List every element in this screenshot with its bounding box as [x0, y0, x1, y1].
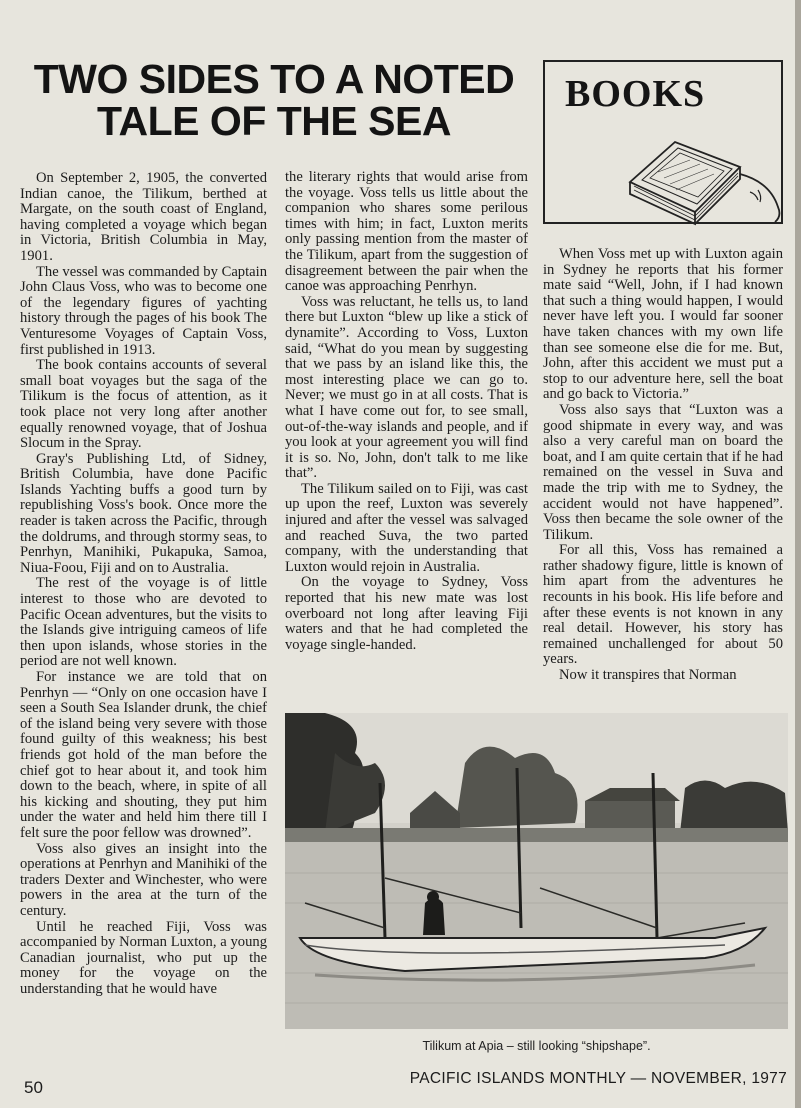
headline-line-1: TWO SIDES TO A NOTED [33, 56, 515, 102]
paragraph: Now it transpires that Norman [559, 667, 737, 684]
paragraph: For all this, Voss has remained a rather shadowy figure, little is known of him apart from the adventures he recounts in his book. His life before and after these events is not known in any real detail. However, his story has remained unchallenged for about 50 years. [543, 542, 783, 668]
headline [18, 58, 530, 142]
paragraph: The Tilikum sailed on to Fiji, was cast up upon the reef, Luxton was severely injured and after the vessel was salvaged and reached Suva, the two parted company, with the understanding that Luxton would rejoin in Australia. [285, 480, 528, 575]
photo-caption: Tilikum at Apia – still looking “shipshape”. [422, 1039, 651, 1053]
paragraph: The rest of the voyage is of little interest to those who are devoted to Pacific Ocean adventures, but the visits to the Islands give intriguing cameos of life then upon islands, whose stories in the period are not well known. [20, 575, 267, 670]
article-column-3 [543, 247, 783, 684]
paragraph: Gray's Publishing Ltd, of Sidney, British Columbia, have done Pacific Islands Yachting buffs a good turn by republishing Voss's book. Once more the reader is taken across the Pacific, through the doldrums, and through stormy seas, to Penrhyn, Manihiki, Pukapuka, Samoa, Niua-Foou, Fiji and on to Australia. [20, 450, 267, 576]
paragraph: the literary rights that would arise from the voyage. Voss tells us little about the companion who shares some perilous times with him; in fact, Luxton merits only passing mention from the master of the Tilikum, apart from the suggestion of disagreement between the pair when the canoe was approaching Penrhyn. [285, 169, 528, 295]
paragraph: On September 2, 1905, the converted Indian canoe, the Tilikum, berthed at Margate, on the south coast of England, having completed a voyage which began in Victoria, British Columbia in May, 1901. [20, 170, 267, 264]
paragraph: The vessel was commanded by Captain John Claus Voss, who was to become one of the legendary figures of yachting history through the pages of his book The Venturesome Voyages of Captain Voss, first published in 1913. [20, 263, 267, 358]
paragraph: Until he reached Fiji, Voss was accompanied by Norman Luxton, a young Canadian journalist, who put up the money for the voyage on the understanding that he would have [20, 918, 267, 997]
magazine-footer: PACIFIC ISLANDS MONTHLY — NOVEMBER, 1977 [409, 1070, 787, 1087]
book-illustration-icon [620, 112, 790, 237]
page-number: 50 [24, 1078, 43, 1097]
paragraph: Voss also says that “Luxton was a good shipmate in every way, and was also a very careful man on board the boat, and I am quite certain that if he had remained on the vessel in Suva and made the trip with me to Sydney, the accident would not have happened”. Voss then became the sole owner of the Tilikum. [543, 401, 783, 543]
paragraph: Voss was reluctant, he tells us, to land there but Luxton “blew up like a stick of dynamite”. According to Voss, Luxton said, “What do you mean by suggesting that we pass by an island like this, the most interesting place we can go to. Never; we must go in at all costs. That is what I have come out for, to see small, out-of-the-way islands and people, and if you look at your agreement you will find it is so. No, John, don't talk to me like that”. [285, 293, 528, 482]
paragraph: Voss also gives an insight into the operations at Penrhyn and Manihiki of the traders Dexter and Winchester, who were powers in the area at the turn of the century. [20, 840, 267, 919]
paragraph: When Voss met up with Luxton again in Sydney he reports that his former mate said “Well, John, if I had known that such a thing would happen, I would never have left you. I would far sooner have taken chances with my own life than see someone else die for me. But, John, after this accident we must put a stop to our adventure here, sell the boat and go back to Victoria.” [543, 246, 783, 403]
page-edge [795, 0, 801, 1108]
tilikum-photo [285, 713, 788, 1029]
paragraph: On the voyage to Sydney, Voss reported that his new mate was lost overboard not long after leaving Fiji waters and that he had completed the voyage single-handed. [285, 574, 528, 653]
paragraph: The book contains accounts of several small boat voyages but the saga of the Tilikum is the focus of attention, as it took place not very long after another equally renowned voyage, that of Joshua Slocum in the Spray. [20, 357, 267, 452]
books-section-box [543, 60, 783, 224]
section-label: BOOKS [565, 73, 706, 115]
headline-line-2: TALE OF THE SEA [97, 98, 451, 144]
article-column-2 [285, 170, 528, 653]
paragraph: For instance we are told that on Penrhyn — “Only on one occasion have I seen a South Sea Islander drunk, the chief of the island being very severe with those found guilty of this weakness; his best friends got hold of the man before the chief got to hear about it, and took him down to the beach, where, in spite of all his kicking and shouting, they put him under the water and held him there till I felt sure the poor fellow was drowned”. [20, 669, 267, 841]
article-column-1 [20, 171, 267, 997]
